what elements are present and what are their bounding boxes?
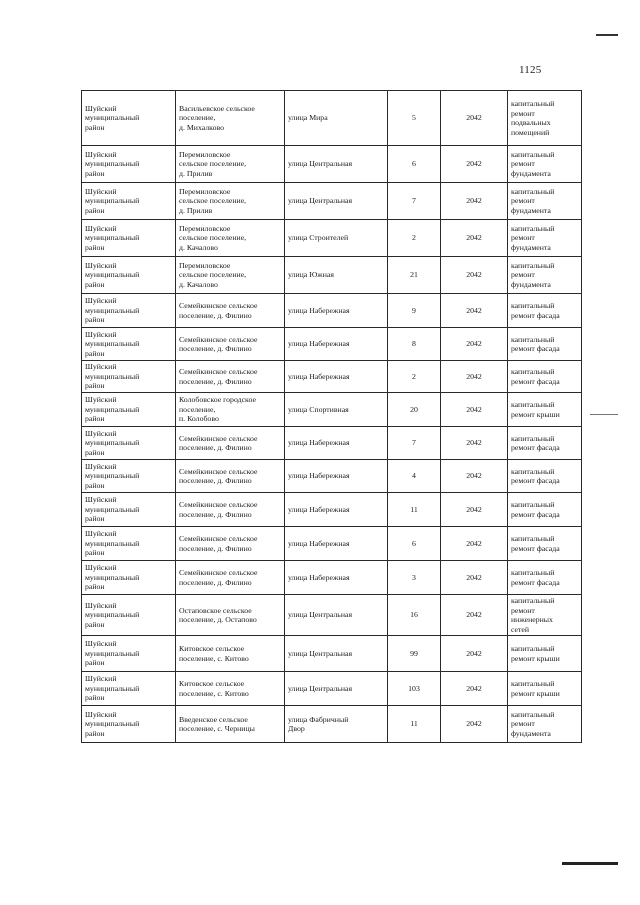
house-number-cell: 103 <box>388 672 441 706</box>
repair-schedule-table <box>81 90 582 743</box>
year-cell: 2042 <box>441 294 508 328</box>
work-type-cell: капитальный ремонт фундамента <box>508 146 582 183</box>
house-number-cell: 6 <box>388 527 441 561</box>
street-cell: улица Центральная <box>285 183 388 220</box>
house-number-cell: 11 <box>388 493 441 527</box>
house-number-cell: 9 <box>388 294 441 328</box>
table-body <box>82 91 582 743</box>
table-row <box>82 361 582 393</box>
district-cell: Шуйский муниципальный район <box>82 427 176 460</box>
house-number-cell: 11 <box>388 706 441 743</box>
settlement-cell: Китовское сельское поселение, с. Китово <box>176 636 285 672</box>
year-cell: 2042 <box>441 706 508 743</box>
table-row <box>82 393 582 427</box>
work-type-cell: капитальный ремонт фундамента <box>508 257 582 294</box>
year-cell: 2042 <box>441 527 508 561</box>
district-cell: Шуйский муниципальный район <box>82 672 176 706</box>
settlement-cell: Перемиловское сельское поселение, д. Качалово <box>176 220 285 257</box>
house-number-cell: 7 <box>388 183 441 220</box>
table-row <box>82 146 582 183</box>
house-number-cell: 21 <box>388 257 441 294</box>
street-cell: улица Южная <box>285 257 388 294</box>
work-type-cell: капитальный ремонт крыши <box>508 636 582 672</box>
year-cell: 2042 <box>441 493 508 527</box>
district-cell: Шуйский муниципальный район <box>82 595 176 636</box>
year-cell: 2042 <box>441 328 508 361</box>
year-cell: 2042 <box>441 146 508 183</box>
settlement-cell: Васильевское сельское поселение, д. Михалково <box>176 91 285 146</box>
year-cell: 2042 <box>441 427 508 460</box>
settlement-cell: Семейкинское сельское поселение, д. Филино <box>176 427 285 460</box>
settlement-cell: Введенское сельское поселение, с. Черницы <box>176 706 285 743</box>
district-cell: Шуйский муниципальный район <box>82 361 176 393</box>
district-cell: Шуйский муниципальный район <box>82 294 176 328</box>
year-cell: 2042 <box>441 460 508 493</box>
house-number-cell: 2 <box>388 361 441 393</box>
district-cell: Шуйский муниципальный район <box>82 257 176 294</box>
year-cell: 2042 <box>441 672 508 706</box>
table-row <box>82 257 582 294</box>
year-cell: 2042 <box>441 257 508 294</box>
table-row <box>82 561 582 595</box>
year-cell: 2042 <box>441 361 508 393</box>
settlement-cell: Семейкинское сельское поселение, д. Филино <box>176 294 285 328</box>
district-cell: Шуйский муниципальный район <box>82 146 176 183</box>
house-number-cell: 7 <box>388 427 441 460</box>
house-number-cell: 5 <box>388 91 441 146</box>
district-cell: Шуйский муниципальный район <box>82 328 176 361</box>
street-cell: улица Набережная <box>285 527 388 561</box>
district-cell: Шуйский муниципальный район <box>82 561 176 595</box>
settlement-cell: Семейкинское сельское поселение, д. Филино <box>176 460 285 493</box>
scan-edge-mark <box>562 862 618 865</box>
table-row <box>82 183 582 220</box>
settlement-cell: Семейкинское сельское поселение, д. Филино <box>176 361 285 393</box>
district-cell: Шуйский муниципальный район <box>82 220 176 257</box>
work-type-cell: капитальный ремонт фундамента <box>508 706 582 743</box>
work-type-cell: капитальный ремонт подвальных помещений <box>508 91 582 146</box>
settlement-cell: Семейкинское сельское поселение, д. Филино <box>176 493 285 527</box>
street-cell: улица Спортивная <box>285 393 388 427</box>
work-type-cell: капитальный ремонт фасада <box>508 527 582 561</box>
year-cell: 2042 <box>441 595 508 636</box>
year-cell: 2042 <box>441 183 508 220</box>
house-number-cell: 16 <box>388 595 441 636</box>
district-cell: Шуйский муниципальный район <box>82 460 176 493</box>
house-number-cell: 8 <box>388 328 441 361</box>
street-cell: улица Центральная <box>285 146 388 183</box>
work-type-cell: капитальный ремонт фасада <box>508 493 582 527</box>
street-cell: улица Набережная <box>285 427 388 460</box>
year-cell: 2042 <box>441 561 508 595</box>
table-row <box>82 328 582 361</box>
year-cell: 2042 <box>441 91 508 146</box>
district-cell: Шуйский муниципальный район <box>82 393 176 427</box>
table-row <box>82 595 582 636</box>
street-cell: улица Центральная <box>285 672 388 706</box>
work-type-cell: капитальный ремонт фасада <box>508 294 582 328</box>
table-row <box>82 91 582 146</box>
street-cell: улица Набережная <box>285 361 388 393</box>
table-row <box>82 460 582 493</box>
street-cell: улица Строителей <box>285 220 388 257</box>
work-type-cell: капитальный ремонт крыши <box>508 393 582 427</box>
table-row <box>82 527 582 561</box>
house-number-cell: 2 <box>388 220 441 257</box>
street-cell: улица Набережная <box>285 460 388 493</box>
table-row <box>82 636 582 672</box>
settlement-cell: Перемиловское сельское поселение, д. Качалово <box>176 257 285 294</box>
settlement-cell: Перемиловское сельское поселение, д. Прилив <box>176 146 285 183</box>
work-type-cell: капитальный ремонт фасада <box>508 460 582 493</box>
street-cell: улица Набережная <box>285 493 388 527</box>
street-cell: улица Фабричный Двор <box>285 706 388 743</box>
settlement-cell: Перемиловское сельское поселение, д. Прилив <box>176 183 285 220</box>
work-type-cell: капитальный ремонт фасада <box>508 427 582 460</box>
year-cell: 2042 <box>441 636 508 672</box>
house-number-cell: 4 <box>388 460 441 493</box>
page-number: 1125 <box>519 64 542 76</box>
house-number-cell: 20 <box>388 393 441 427</box>
street-cell: улица Мира <box>285 91 388 146</box>
settlement-cell: Остаповское сельское поселение, д. Остапово <box>176 595 285 636</box>
house-number-cell: 6 <box>388 146 441 183</box>
street-cell: улица Центральная <box>285 595 388 636</box>
house-number-cell: 3 <box>388 561 441 595</box>
settlement-cell: Семейкинское сельское поселение, д. Филино <box>176 527 285 561</box>
street-cell: улица Набережная <box>285 294 388 328</box>
table-row <box>82 706 582 743</box>
street-cell: улица Центральная <box>285 636 388 672</box>
district-cell: Шуйский муниципальный район <box>82 493 176 527</box>
year-cell: 2042 <box>441 393 508 427</box>
district-cell: Шуйский муниципальный район <box>82 636 176 672</box>
street-cell: улица Набережная <box>285 328 388 361</box>
settlement-cell: Семейкинское сельское поселение, д. Филино <box>176 561 285 595</box>
table-row <box>82 294 582 328</box>
scan-edge-mark <box>596 34 618 36</box>
year-cell: 2042 <box>441 220 508 257</box>
house-number-cell: 99 <box>388 636 441 672</box>
work-type-cell: капитальный ремонт инженерных сетей <box>508 595 582 636</box>
table-row <box>82 672 582 706</box>
work-type-cell: капитальный ремонт крыши <box>508 672 582 706</box>
settlement-cell: Колобовское городское поселение, п. Колобово <box>176 393 285 427</box>
scan-edge-mark <box>590 414 618 415</box>
settlement-cell: Семейкинское сельское поселение, д. Филино <box>176 328 285 361</box>
table-row <box>82 493 582 527</box>
work-type-cell: капитальный ремонт фасада <box>508 361 582 393</box>
street-cell: улица Набережная <box>285 561 388 595</box>
district-cell: Шуйский муниципальный район <box>82 91 176 146</box>
work-type-cell: капитальный ремонт фундамента <box>508 220 582 257</box>
work-type-cell: капитальный ремонт фасада <box>508 561 582 595</box>
table-row <box>82 427 582 460</box>
table-row <box>82 220 582 257</box>
district-cell: Шуйский муниципальный район <box>82 183 176 220</box>
settlement-cell: Китовское сельское поселение, с. Китово <box>176 672 285 706</box>
work-type-cell: капитальный ремонт фундамента <box>508 183 582 220</box>
work-type-cell: капитальный ремонт фасада <box>508 328 582 361</box>
district-cell: Шуйский муниципальный район <box>82 527 176 561</box>
district-cell: Шуйский муниципальный район <box>82 706 176 743</box>
